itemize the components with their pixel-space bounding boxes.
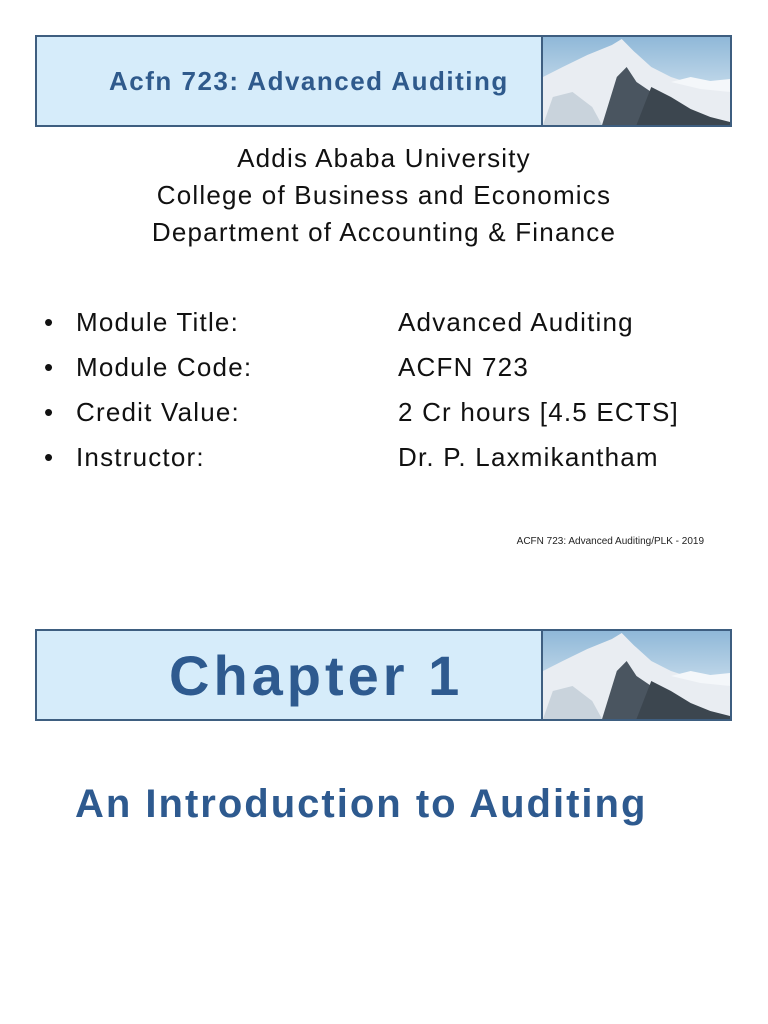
module-title-value: Advanced Auditing [398,307,634,337]
list-item [44,435,744,480]
module-code-label: Module Code: [76,352,253,382]
bullet: • [44,442,55,472]
module-title-label: Module Title: [76,307,240,337]
slide2-header-banner [35,629,732,721]
slide-footer: ACFN 723: Advanced Auditing/PLK - 2019 [516,536,704,547]
module-info-list [44,300,744,480]
list-item [44,300,744,345]
course-title: Acfn 723: Advanced Auditing [109,65,509,96]
instructor-value: Dr. P. Laxmikantham [398,442,659,472]
university-name: Addis Ababa University [237,143,531,173]
slide1-header-banner [35,35,732,127]
list-item [44,345,744,390]
banner-title-box [37,37,543,125]
chapter-title: Chapter 1 [169,643,464,707]
instructor-label: Instructor: [76,442,205,472]
institution-block [0,140,768,251]
module-code-value: ACFN 723 [398,352,529,382]
college-name: College of Business and Economics [156,180,612,210]
credit-value-value: 2 Cr hours [4.5 ECTS] [398,397,679,427]
credit-value-label: Credit Value: [76,397,240,427]
department-name: Department of Accounting & Finance [151,217,617,247]
bullet: • [44,307,55,337]
chapter-subtitle: An Introduction to Auditing [75,782,648,826]
bullet: • [44,352,55,382]
snowy-mountain-image [543,631,730,719]
banner-title-box [37,631,543,719]
bullet: • [44,397,55,427]
list-item [44,390,744,435]
snowy-mountain-image [543,37,730,125]
